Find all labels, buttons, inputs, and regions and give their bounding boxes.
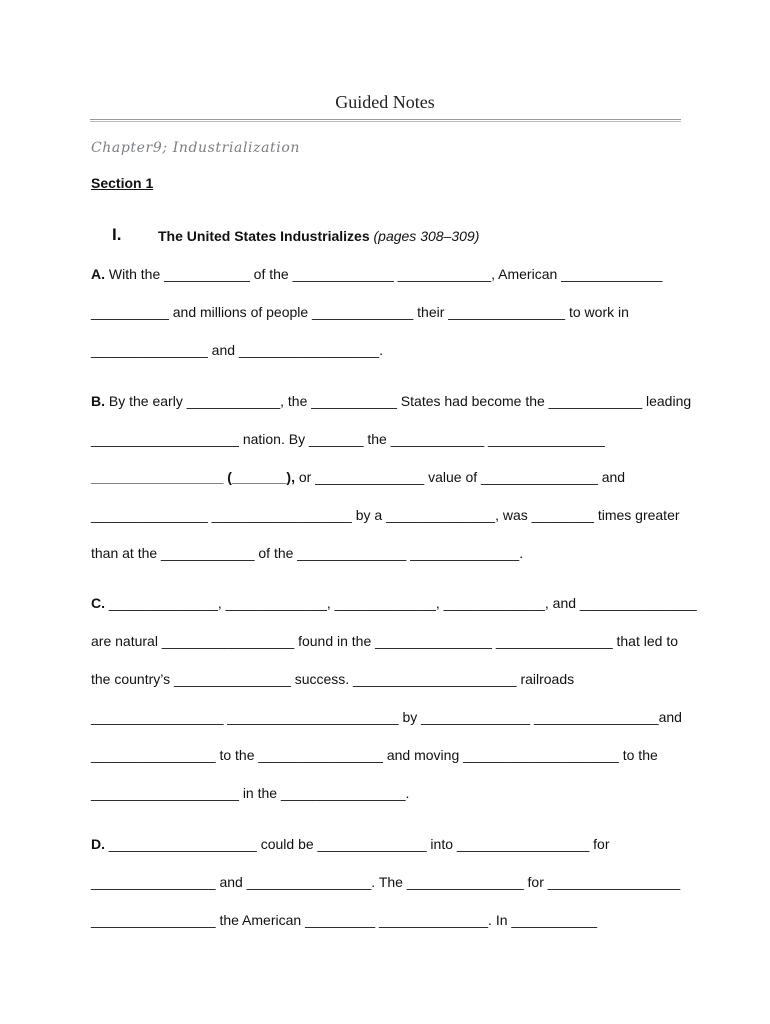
line-a2: __________ and millions of people _____________ their _______________ to work in <box>91 304 629 320</box>
line-b2: ___________________ nation. By _______ the ____________ _______________ <box>91 431 605 447</box>
line-b4: _______________ __________________ by a ______________, was ________ times greater <box>91 507 680 523</box>
line-d1: D. ___________________ could be ______________ into _________________ for <box>91 836 610 852</box>
line-b5: than at the ____________ of the ______________ ______________. <box>91 545 524 561</box>
line-a3: _______________ and __________________. <box>91 342 383 358</box>
section-heading: Section 1 <box>91 175 154 191</box>
line-c1: C. ______________, _____________, _____________, _____________, and _______________ <box>91 595 697 611</box>
item-label-c: C. <box>91 595 105 611</box>
line-c3: the country’s _______________ success. _____________________ railroads <box>91 671 575 687</box>
line-c4: _________________ ______________________ by ______________ ________________and <box>91 709 682 725</box>
item-label-a: A. <box>91 266 105 282</box>
topic-title: The United States Industrializes <box>158 228 370 244</box>
line-b3: _________________ (_______), or ______________ value of _______________ and <box>91 469 626 485</box>
title-divider <box>90 119 681 122</box>
roman-numeral: I. <box>112 225 122 244</box>
line-d3: ________________ the American _________ ______________. In ___________ <box>91 912 598 928</box>
line-b1: B. By the early ____________, the ___________ States had become the ____________ leading <box>91 393 692 409</box>
line-c2: are natural _________________ found in the _______________ _______________ that led to <box>91 633 678 649</box>
page-title: Guided Notes <box>335 92 435 112</box>
line-a1: A. With the ___________ of the _____________ ____________, American _____________ <box>91 266 663 282</box>
topic-heading <box>158 228 479 244</box>
chapter-subtitle: Chapter9; Industrialization <box>91 140 300 156</box>
line-c5: ________________ to the ________________ and moving ____________________ to the <box>91 747 658 763</box>
topic-pages: (pages 308–309) <box>373 228 480 244</box>
item-label-d: D. <box>91 836 105 852</box>
item-label-b: B. <box>91 393 105 409</box>
line-c6: ___________________ in the ________________. <box>91 785 410 801</box>
line-d2: ________________ and ________________. The _______________ for _________________ <box>91 874 681 890</box>
